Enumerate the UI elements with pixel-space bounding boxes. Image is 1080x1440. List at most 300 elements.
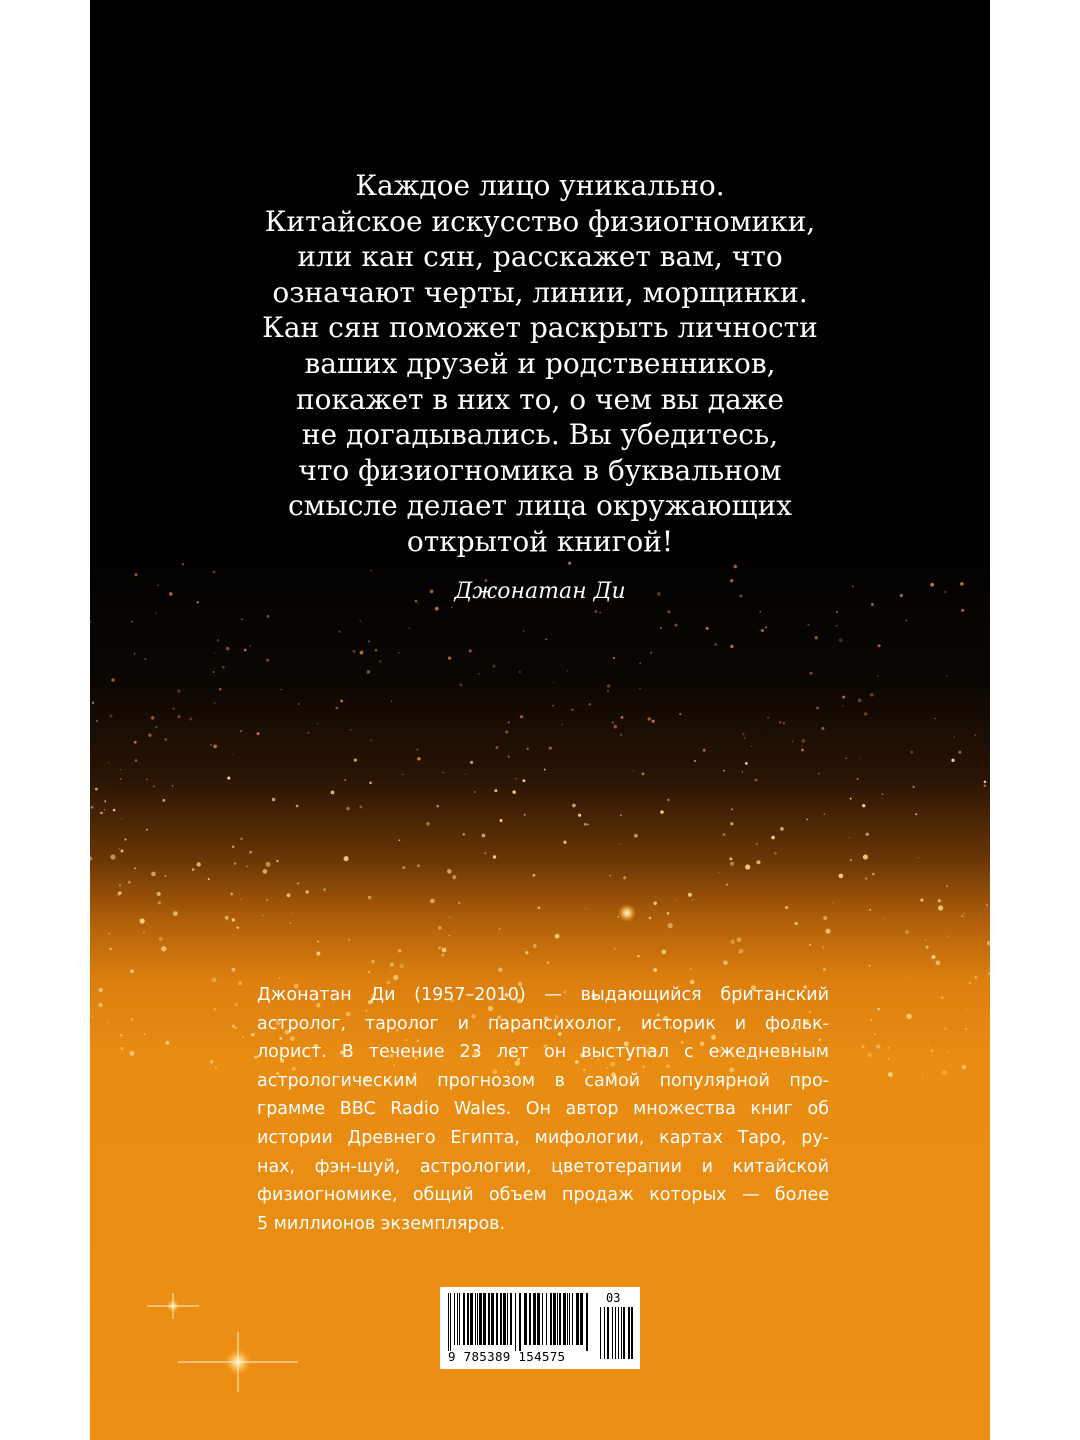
barcode-bar: [483, 1293, 486, 1345]
star-dot: [368, 640, 370, 642]
star-dot: [809, 672, 812, 675]
star-dot: [965, 1028, 967, 1030]
star-dot: [653, 901, 656, 904]
star-dot: [400, 964, 404, 968]
star-dot: [944, 1027, 947, 1030]
star-dot: [567, 670, 568, 671]
star-dot: [213, 745, 217, 749]
star-dot: [164, 875, 166, 877]
star-dot: [155, 726, 157, 728]
star-dot: [941, 996, 944, 999]
star-dot: [161, 946, 166, 951]
star-dot: [92, 1016, 94, 1018]
barcode-addon-bar: [623, 1307, 625, 1359]
star-dot: [816, 707, 819, 710]
star-dot: [839, 874, 844, 879]
barcode-bar: [550, 1293, 552, 1345]
star-dot: [815, 636, 818, 639]
star-dot: [267, 615, 270, 618]
star-dot: [652, 720, 655, 723]
star-dot: [936, 960, 941, 965]
star-dot: [121, 1047, 124, 1050]
star-dot: [108, 762, 109, 763]
bio-line: физиогномике, общий объем продаж которых — более: [257, 1185, 829, 1206]
star-dot: [915, 813, 917, 815]
star-dot: [109, 948, 112, 951]
star-dot: [463, 833, 465, 835]
star-dot: [257, 732, 260, 735]
star-dot: [614, 948, 616, 950]
star-dot: [235, 1003, 238, 1006]
star-dot: [563, 841, 566, 844]
star-dot: [208, 878, 210, 880]
star-dot: [845, 757, 847, 759]
star-dot: [135, 759, 137, 761]
star-dot: [806, 819, 808, 821]
star-dot: [146, 778, 148, 780]
star-dot: [974, 735, 975, 736]
star-dot: [438, 946, 441, 949]
barcode-addon-bar: [607, 1307, 609, 1359]
star-dot: [448, 657, 451, 660]
star-dot: [742, 771, 743, 772]
star-dot: [792, 741, 794, 743]
star-dot: [726, 883, 728, 885]
star-dot: [527, 748, 529, 750]
star-dot: [276, 860, 278, 862]
star-dot: [607, 690, 609, 692]
star-dot: [129, 1051, 134, 1056]
star-dot: [862, 1045, 865, 1048]
barcode-bar: [488, 1293, 490, 1345]
star-dot: [290, 922, 291, 923]
star-dot: [426, 822, 430, 826]
star-dot: [368, 971, 370, 973]
star-dot: [178, 715, 181, 718]
quote-line: что физиогномика в буквальном: [298, 453, 782, 487]
star-dot: [739, 952, 741, 954]
star-dot: [785, 906, 788, 909]
quote-line: означают черты, линии, морщинки.: [272, 275, 808, 309]
glowing-star: [618, 904, 636, 922]
star-dot: [964, 913, 965, 914]
star-dot: [525, 951, 528, 954]
star-dot: [331, 791, 335, 795]
star-dot: [532, 874, 535, 877]
star-dot: [158, 901, 161, 904]
barcode-bar: [533, 1293, 536, 1345]
star-dot: [938, 905, 943, 910]
book-back-cover: [90, 0, 990, 1440]
star-dot: [756, 843, 758, 845]
barcode-bar: [546, 1293, 547, 1345]
star-dot: [545, 639, 547, 641]
star-dot: [465, 774, 466, 775]
star-dot: [523, 630, 525, 632]
star-dot: [296, 805, 299, 808]
star-dot: [621, 716, 624, 719]
star-dot: [151, 716, 154, 719]
star-dot: [926, 946, 929, 949]
star-dot: [226, 647, 229, 650]
star-dot: [653, 968, 657, 972]
star-dot: [441, 954, 444, 957]
star-dot: [124, 839, 126, 841]
star-dot: [849, 837, 850, 838]
star-dot: [988, 972, 990, 975]
barcode-bar: [475, 1293, 476, 1345]
star-dot: [495, 746, 498, 749]
cover-quote: [90, 168, 990, 560]
barcode-bar: [519, 1293, 521, 1351]
star-dot: [723, 960, 728, 965]
star-dot: [118, 891, 121, 894]
barcode-bar: [576, 1293, 579, 1345]
star-dot: [858, 699, 862, 703]
star-dot: [706, 627, 709, 630]
bio-line: 5 миллионов экземпляров.: [257, 1213, 506, 1234]
star-dot: [887, 1058, 889, 1060]
star-dot: [649, 917, 652, 920]
isbn-barcode: [440, 1287, 640, 1369]
star-dot: [745, 864, 750, 869]
star-dot: [159, 937, 163, 941]
quote-line: или кан сян, расскажет вам, что: [297, 240, 783, 274]
star-dot: [346, 807, 350, 811]
star-dot: [868, 1053, 872, 1057]
star-dot: [947, 1052, 948, 1053]
star-dot: [508, 756, 510, 758]
star-dot: [946, 885, 948, 887]
star-dot: [213, 671, 215, 673]
star-dot: [398, 949, 401, 952]
star-dot: [452, 875, 456, 879]
star-dot: [498, 928, 500, 930]
star-dot: [862, 804, 865, 807]
star-dot: [131, 1018, 134, 1021]
star-dot: [870, 1019, 872, 1021]
star-dot: [552, 705, 554, 707]
quote-line: Кан сян поможет раскрыть личности: [262, 311, 818, 345]
star-dot: [780, 827, 784, 831]
star-dot: [961, 1065, 966, 1070]
star-dot: [634, 834, 638, 838]
barcode-bar: [467, 1293, 469, 1345]
barcode-addon-bar: [615, 1307, 616, 1359]
star-dot: [850, 798, 852, 800]
star-dot: [524, 814, 526, 816]
star-dot: [251, 1033, 254, 1036]
star-dot: [729, 857, 732, 860]
star-dot: [478, 673, 480, 675]
star-dot: [436, 805, 439, 808]
star-dot: [210, 1060, 214, 1064]
star-dot: [215, 1067, 217, 1069]
barcode-bar: [529, 1293, 531, 1345]
barcode-bar: [500, 1293, 502, 1345]
star-dot: [984, 784, 987, 787]
star-dot: [121, 850, 124, 853]
star-dot: [918, 857, 919, 858]
quote-line: Китайское искусство физиогномики,: [264, 204, 816, 238]
star-dot: [639, 663, 641, 665]
star-dot: [866, 833, 869, 836]
star-dot: [402, 866, 405, 869]
star-dot: [751, 746, 752, 747]
star-dot: [134, 867, 136, 869]
star-dot: [878, 644, 881, 647]
star-dot: [110, 854, 115, 859]
star-dot: [287, 893, 291, 897]
star-dot: [134, 573, 137, 576]
star-dot: [953, 736, 955, 738]
star-dot: [757, 860, 761, 864]
star-dot: [730, 645, 733, 648]
star-dot: [241, 618, 242, 619]
star-dot: [742, 733, 744, 735]
isbn-number: 9 785389 154575: [448, 1349, 566, 1364]
star-dot: [146, 829, 148, 831]
bio-line: астрологическим прогнозом в самой популярной про-: [257, 1070, 829, 1091]
star-dot: [667, 610, 670, 613]
star-dot: [737, 937, 742, 942]
star-dot: [633, 770, 634, 771]
star-dot: [730, 822, 733, 825]
star-dot: [498, 967, 503, 972]
star-dot: [390, 963, 394, 967]
star-dot: [438, 926, 441, 929]
star-dot: [884, 918, 885, 919]
star-dot: [714, 643, 717, 646]
star-dot: [417, 749, 419, 751]
barcode-addon-bar: [631, 1307, 633, 1359]
barcode-addon-bar: [628, 1307, 630, 1359]
star-dot: [375, 649, 377, 651]
star-dot: [674, 624, 677, 627]
star-dot: [842, 705, 844, 707]
star-dot: [975, 976, 978, 979]
barcode-bar: [450, 1293, 451, 1351]
barcode-bar: [477, 1293, 478, 1345]
star-dot: [642, 772, 645, 775]
star-dot: [165, 1041, 169, 1045]
star-dot: [131, 621, 133, 623]
star-dot: [402, 774, 403, 775]
star-dot: [544, 769, 546, 771]
star-dot: [522, 779, 525, 782]
star-dot: [148, 734, 151, 737]
star-dot: [512, 790, 516, 794]
star-dot: [836, 611, 838, 613]
star-dot: [779, 721, 781, 723]
quote-line: не догадывались. Вы убедитесь,: [301, 418, 779, 452]
star-dot: [519, 671, 521, 673]
star-dot: [553, 682, 554, 683]
star-dot: [119, 884, 121, 886]
star-dot: [172, 785, 173, 786]
star-dot: [928, 1045, 929, 1046]
bio-line: нах, фэн-шуй, астрологии, цветотерапии и китайской: [257, 1156, 829, 1177]
star-dot: [913, 786, 915, 788]
star-dot: [408, 627, 410, 629]
star-dot: [343, 856, 348, 861]
star-dot: [92, 702, 94, 704]
star-dot: [244, 649, 247, 652]
star-dot: [435, 607, 439, 611]
star-dot: [272, 798, 276, 802]
star-dot: [987, 941, 990, 946]
star-dot: [869, 965, 871, 967]
star-dot: [538, 906, 541, 909]
star-dot: [370, 739, 372, 741]
star-dot: [516, 778, 517, 779]
star-dot: [95, 788, 98, 791]
barcode-bar: [537, 1293, 540, 1345]
star-dot: [823, 813, 825, 815]
star-dot: [279, 977, 281, 979]
bio-line: грамме BBC Radio Wales. Он автор множества книг об: [257, 1099, 829, 1120]
star-dot: [134, 741, 137, 744]
star-dot: [147, 923, 148, 924]
star-dot: [157, 892, 161, 896]
barcode-bar: [470, 1293, 473, 1345]
star-dot: [850, 859, 852, 861]
barcode-bar: [479, 1293, 482, 1345]
star-dot: [584, 823, 587, 826]
star-dot: [718, 872, 719, 873]
star-dot: [620, 814, 622, 816]
star-dot: [236, 926, 238, 928]
star-dot: [354, 758, 357, 761]
star-dot: [688, 893, 692, 897]
star-dot: [499, 819, 502, 822]
barcode-bar: [559, 1293, 561, 1345]
star-dot: [492, 665, 495, 668]
star-dot: [266, 862, 271, 867]
barcode-bar: [567, 1293, 568, 1345]
star-dot: [155, 612, 157, 614]
star-dot: [458, 902, 460, 904]
star-dot: [822, 946, 825, 949]
star-dot: [859, 759, 860, 760]
star-dot: [922, 1077, 923, 1078]
star-dot: [966, 1009, 967, 1010]
barcode-addon-bar: [621, 1307, 622, 1359]
star-dot: [449, 935, 451, 937]
star-dot: [442, 948, 447, 953]
star-dot: [807, 624, 809, 626]
barcode-bar: [569, 1293, 570, 1345]
star-dot: [961, 609, 964, 612]
star-dot: [390, 971, 391, 972]
star-dot: [623, 876, 626, 879]
isbn-addon: 03: [606, 1291, 621, 1305]
star-dot: [650, 652, 652, 654]
star-dot: [230, 893, 233, 896]
star-dot: [882, 793, 883, 794]
star-dot: [104, 809, 105, 810]
quote-line: Каждое лицо уникально.: [355, 169, 725, 202]
star-dot: [910, 751, 913, 754]
star-dot: [335, 707, 338, 710]
star-dot: [96, 720, 98, 722]
star-dot: [731, 808, 733, 810]
star-dot: [947, 936, 948, 937]
star-dot: [99, 988, 103, 992]
star-dot: [317, 940, 319, 942]
star-dot: [723, 770, 725, 772]
star-dot: [613, 657, 615, 659]
star-dot: [951, 759, 954, 762]
star-dot: [417, 757, 421, 761]
star-dot: [801, 745, 802, 746]
star-dot: [865, 877, 868, 880]
star-dot: [339, 631, 341, 633]
bio-line: Джонатан Ди (1957–2010) — выдающийся британский: [257, 985, 829, 1005]
star-dot: [690, 968, 692, 970]
star-dot: [109, 933, 110, 934]
star-dot: [783, 722, 785, 724]
barcode-bar: [507, 1293, 508, 1345]
star-dot: [984, 781, 987, 784]
star-dot: [801, 749, 804, 752]
star-dot: [935, 718, 936, 719]
star-dot: [599, 612, 600, 613]
star-dot: [958, 751, 961, 754]
star-dot: [143, 932, 145, 934]
star-dot: [759, 611, 760, 612]
star-dot: [348, 939, 350, 941]
star-dot: [451, 607, 452, 608]
star-dot: [317, 723, 318, 724]
barcode-bar: [557, 1293, 558, 1345]
star-dot: [694, 760, 696, 762]
star-dot: [946, 675, 947, 676]
star-dot: [225, 916, 229, 920]
star-dot: [826, 929, 831, 934]
star-dot: [561, 724, 562, 725]
star-dot: [217, 639, 220, 642]
star-dot: [100, 812, 103, 815]
star-dot: [821, 727, 824, 730]
star-dot: [637, 955, 639, 957]
star-dot: [144, 658, 146, 660]
star-dot: [857, 778, 859, 780]
star-dot: [485, 853, 486, 854]
star-dot: [292, 913, 293, 914]
star-dot: [240, 730, 242, 732]
barcode-bar: [454, 1293, 455, 1345]
star-dot: [232, 846, 235, 849]
star-dot: [130, 970, 134, 974]
star-dot: [931, 955, 935, 959]
star-dot: [266, 659, 269, 662]
bio-line: истории Древнего Египта, мифологии, картах Таро, ру-: [257, 1127, 829, 1148]
star-dot: [754, 778, 757, 781]
star-dot: [494, 789, 497, 792]
star-dot: [235, 1027, 237, 1029]
star-dot: [961, 915, 963, 917]
star-dot: [234, 862, 237, 865]
barcode-bar: [572, 1293, 573, 1345]
star-dot: [111, 678, 115, 682]
star-dot: [660, 627, 662, 629]
star-dot: [571, 708, 573, 710]
star-dot: [931, 1050, 933, 1052]
barcode-bar: [586, 1293, 588, 1351]
star-dot: [344, 779, 346, 781]
star-dot: [607, 684, 610, 687]
